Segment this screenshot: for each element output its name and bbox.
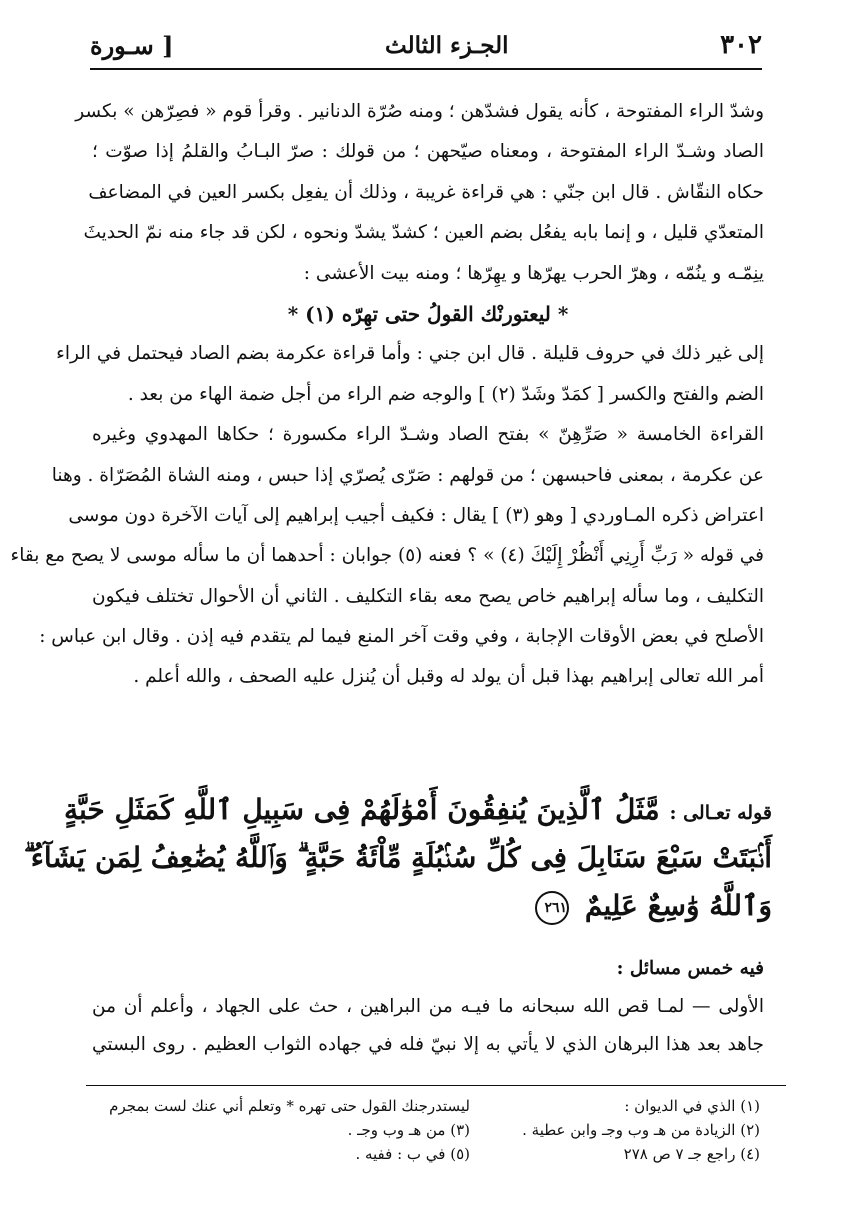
verse-line: أَنۢبَتَتْ سَبْعَ سَنَابِلَ فِى كُلِّ سُنۢبُلَةٍ مِّاْئَةُ حَبَّةٍ ۗ وَٱللَّهُ يُضَٰعِفُ لِمَن يَشَآءُ ۗ [23,841,772,874]
verse-line [92,882,772,930]
verse-line [63,786,772,834]
footnote: (٥) في ب : ففيه . [355,1145,470,1163]
footnote-row [150,1118,760,1142]
text-line: وشدّ الراء المفتوحة ، كأنه يقول فشدّهن ؛ ومنه صُرّة الدنانير . وقرأ قوم « فصِرّهن » بكسر [75,101,764,122]
page-header [90,22,762,70]
text-line: المتعدّي قليل ، و إنما بابه يفعُل بضم العين ؛ كشدّ يشدّ ونحوه ، لكن قد جاء منه نمّ الحديثَ [83,222,764,244]
section-heading: فيه خمس مسائل : [616,958,764,979]
text-line: الأولى — لمـا قص الله سبحانه ما فيـه من البراهين ، حث على الجهاد ، وأعلم أن من [92,996,764,1017]
text-line: الأصلح في بعض الأوقات الإجابة ، وفي وقت آخر المنع فيما لم يتقدم فيه إذن . وقال ابن عباس : [39,626,764,648]
footnote: ليستدرجنك القول حتى تهره * وتعلم أني عنك لست بمجرم [109,1097,470,1115]
footnotes [109,1094,760,1166]
main-text [10,92,764,698]
footnote: (٣) من هـ وب وجـ . [347,1121,470,1139]
surah-label: [ سـورة [90,30,174,60]
page-number: ٣٠٢ [720,30,762,60]
verse-text: مَّثَلُ ٱلَّذِينَ يُنفِقُونَ أَمْوَٰلَهُمْ فِى سَبِيلِ ٱللَّهِ كَمَثَلِ حَبَّةٍ [63,793,660,826]
text-line: التكليف ، وما سأله إبراهيم خاص يصح معه بقاء التكليف . الثاني أن الأحوال تختلف فيكون [92,585,764,607]
text-line: في قوله « رَبِّ أَرِنِي أَنْظُرْ إِلَيْكَ (٤) » ؟ فعنه (٥) جوابان : أحدهما أن ما سأله موسى لا يصح مع بقاء [10,545,764,567]
part-title: الجـزء الثالث [385,31,509,59]
footnote-row [150,1142,760,1166]
text-line: عن عكرمة ، بمعنى فاحبسهن ؛ من قولهم : صَرّى يُصرّي إذا حبس ، ومنه الشاة المُصَرّاة . وهنا [51,464,764,486]
verse-intro: قوله تعـالى : [669,802,772,824]
issues-text [92,950,764,1064]
footnote-row [109,1094,760,1118]
text-line: ينِمّـه و ينُمّه ، وهرّ الحرب يهرّها و يهِرّها ؛ ومنه بيت الأعشى : [303,262,764,284]
text-line: حكاه النقّاش . قال ابن جنّي : هي قراءة غريبة ، وذلك أن يفعِل بكسر العين في المضاعف [88,181,764,203]
footnote-divider [86,1085,786,1086]
footnote: (٢) الزيادة من هـ وب وجـ وابن عطية . [522,1121,760,1139]
text-line: الصاد وشـدّ الراء المفتوحة ، ومعناه صيّحهن ؛ من قولك : صرّ البـابُ والقلمُ إذا صوّت ؛ [92,141,764,163]
ayah-number-marker: ٢٦١ [535,891,569,925]
quran-verse [23,786,772,930]
text-line: إلى غير ذلك في حروف قليلة . قال ابن جني : وأما قراءة عكرمة بضم الصاد فيحتمل في الراء [56,343,764,365]
verse-text: وَٱللَّهُ وَٰسِعٌ عَلِيمٌ [584,889,772,922]
text-line: جاهد بعد هذا البرهان الذي لا يأتي به إلا نبيّ فله في جهاده الثواب العظيم . روى البستي [92,1034,764,1055]
text-line: الضم والفتح والكسر [ كمَدّ وشَدّ (٢) ] والوجه ضم الراء من أجل ضمة الهاء من بعد . [127,383,764,405]
footnote: (٤) راجع جـ ٧ ص ٢٧٨ [623,1145,760,1163]
poem-line: * ليعتورنْك القولُ حتى تهِرّه (١) * [287,301,569,326]
text-line: اعتراض ذكره المـاوردي [ وهو (٣) ] يقال : فكيف أجيب إبراهيم إلى آيات الآخرة دون موسى [68,504,764,526]
text-line: القراءة الخامسة « صَرِّهِنّ » بفتح الصاد وشـدّ الراء مكسورة ؛ حكاها المهدوي وغيره [92,424,764,446]
footnote: (١) الذي في الديوان : [624,1097,760,1115]
text-line: أمر الله تعالى إبراهيم بهذا قبل أن يولد له وقبل أن يُنزل عليه الصحف ، والله أعلم . [133,666,764,688]
